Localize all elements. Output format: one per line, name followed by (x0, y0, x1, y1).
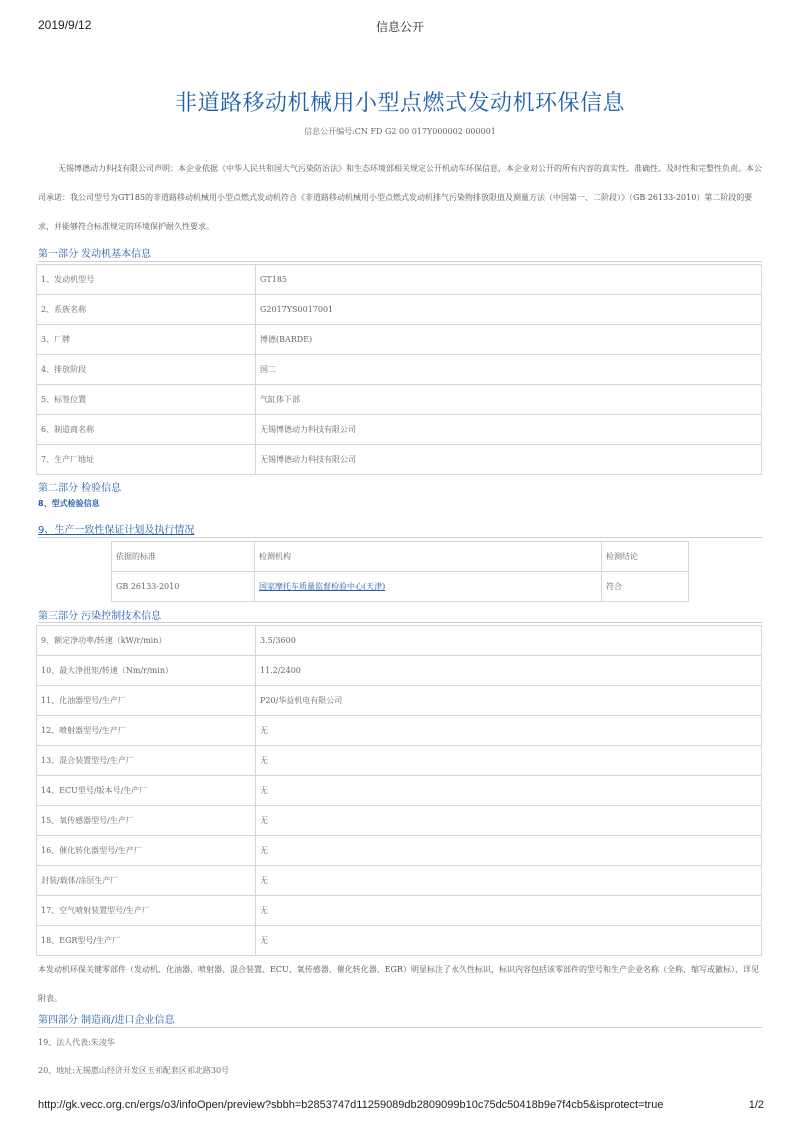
row-value: 无 (256, 806, 762, 836)
cell-conclusion: 符合 (602, 572, 689, 602)
row-label: 5、标签位置 (37, 385, 256, 415)
row-value: 国二 (256, 355, 762, 385)
table-row (37, 445, 762, 475)
row-value: 11.2/2400 (256, 656, 762, 686)
table-row (37, 746, 762, 776)
header-standard: 依据的标准 (112, 542, 255, 572)
table-row (37, 265, 762, 295)
row-label: 1、发动机型号 (37, 265, 256, 295)
table-row (37, 656, 762, 686)
agency-link[interactable]: 国家摩托车质量监督检验中心(天津) (259, 582, 386, 591)
row-value: 3.5/3600 (256, 626, 762, 656)
row-label: 7、生产厂地址 (37, 445, 256, 475)
row-label: 18、EGR型号/生产厂 (37, 926, 256, 956)
pollution-control-table (36, 625, 762, 956)
print-date: 2019/9/12 (38, 18, 92, 32)
header-conclusion: 检测结论 (602, 542, 689, 572)
row-label: 10、最大净扭矩/转速（Nm/r/min） (37, 656, 256, 686)
row-value: P20/华益机电有限公司 (256, 686, 762, 716)
table-row (37, 776, 762, 806)
component-marking-note: 本发动机环保关键零部件（发动机、化油器、喷射器、混合装置、ECU、氧传感器、催化转化器、EGR）明显标注了永久性标识，标识内容包括该零部件的型号和生产企业名称（全称、缩写或徽标），详见附表。 (38, 965, 759, 1003)
section-divider (38, 1027, 762, 1028)
row-value: 无 (256, 896, 762, 926)
legal-representative: 19、法人代表:朱凌华 (38, 1038, 115, 1047)
table-row (37, 866, 762, 896)
row-value: 气缸体下部 (256, 385, 762, 415)
row-value: 无 (256, 926, 762, 956)
row-label: 17、空气喷射装置型号/生产厂 (37, 896, 256, 926)
row-label: 6、制造商名称 (37, 415, 256, 445)
page-number: 1/2 (748, 1099, 764, 1111)
row-value: 无 (256, 716, 762, 746)
row-label: 13、混合装置型号/生产厂 (37, 746, 256, 776)
table-row (112, 572, 689, 602)
section-divider (38, 261, 762, 262)
row-label: 16、催化转化器型号/生产厂 (37, 836, 256, 866)
table-row (37, 385, 762, 415)
section-divider (38, 622, 762, 623)
row-label: 3、厂牌 (37, 325, 256, 355)
type-inspection-subheading: 8、型式检验信息 (38, 499, 100, 508)
row-label: 4、排放阶段 (37, 355, 256, 385)
table-row (37, 716, 762, 746)
info-number: 信息公开编号:CN FD G2 00 017Y000002 000001 (304, 127, 496, 136)
print-footer-url: http://gk.vecc.org.cn/ergs/o3/infoOpen/preview?sbbh=b2853747d11259089db2809099b10c75dc50418b9e7f4cb5&isprotect=true (38, 1099, 664, 1111)
row-value: 无锡博德动力科技有限公司 (256, 445, 762, 475)
table-row (37, 686, 762, 716)
row-label: 9、额定净功率/转速（kW/r/min） (37, 626, 256, 656)
row-value: 无 (256, 836, 762, 866)
table-row (37, 836, 762, 866)
table-row (37, 926, 762, 956)
section-heading-part3: 第三部分 污染控制技术信息 (38, 611, 162, 622)
table-row (37, 295, 762, 325)
print-header-title: 信息公开 (375, 20, 424, 34)
page-title: 非道路移动机械用小型点燃式发动机环保信息 (174, 91, 625, 116)
table-row (37, 355, 762, 385)
row-value: 无 (256, 746, 762, 776)
section-heading-part2: 第二部分 检验信息 (38, 483, 122, 494)
section-heading-part1: 第一部分 发动机基本信息 (38, 249, 152, 260)
intro-statement: 无锡博德动力科技有限公司声明：本企业依据《中华人民共和国大气污染防治法》和生态环境部相关规定公开机动车环保信息，本企业对公开的所有内容的真实性、准确性、及时性和完整性负责。本公司承诺：我公司型号为GT185的非道路移动机械用小型点燃式发动机符合《非道路移动机械用小型点燃式发动机排气污染物排放限值及测量方法（中国第一、二阶段）》（GB 26133-2010）第二阶段的要求，并能够符合标准规定的环境保护耐久性要求。 (38, 164, 762, 231)
section-divider (38, 537, 762, 538)
table-row (37, 415, 762, 445)
row-value: G2017YS0017001 (256, 295, 762, 325)
row-label: 11、化油器型号/生产厂 (37, 686, 256, 716)
table-row (37, 896, 762, 926)
table-row (37, 626, 762, 656)
cop-plan-link[interactable]: 9、生产一致性保证计划及执行情况 (38, 525, 195, 536)
row-label: 封装/载体/涂层生产厂 (37, 866, 256, 896)
header-agency: 检测机构 (255, 542, 602, 572)
row-value: 无 (256, 776, 762, 806)
row-value: GT185 (256, 265, 762, 295)
cell-agency (255, 572, 602, 602)
row-value: 博德(BARDE) (256, 325, 762, 355)
row-label: 12、喷射器型号/生产厂 (37, 716, 256, 746)
section-heading-part4: 第四部分 制造商/进口企业信息 (38, 1015, 175, 1026)
table-row (37, 806, 762, 836)
table-header-row (112, 542, 689, 572)
company-address: 20、地址:无锡惠山经济开发区玉祁配套区祁北路30号 (38, 1066, 230, 1075)
table-row (37, 325, 762, 355)
engine-basic-info-table (36, 264, 762, 475)
row-label: 14、ECU型号/版本号/生产厂 (37, 776, 256, 806)
row-value: 无 (256, 866, 762, 896)
row-label: 15、氧传感器型号/生产厂 (37, 806, 256, 836)
cell-standard: GB 26133-2010 (112, 572, 255, 602)
inspection-table (111, 541, 689, 602)
row-label: 2、系族名称 (37, 295, 256, 325)
row-value: 无锡博德动力科技有限公司 (256, 415, 762, 445)
